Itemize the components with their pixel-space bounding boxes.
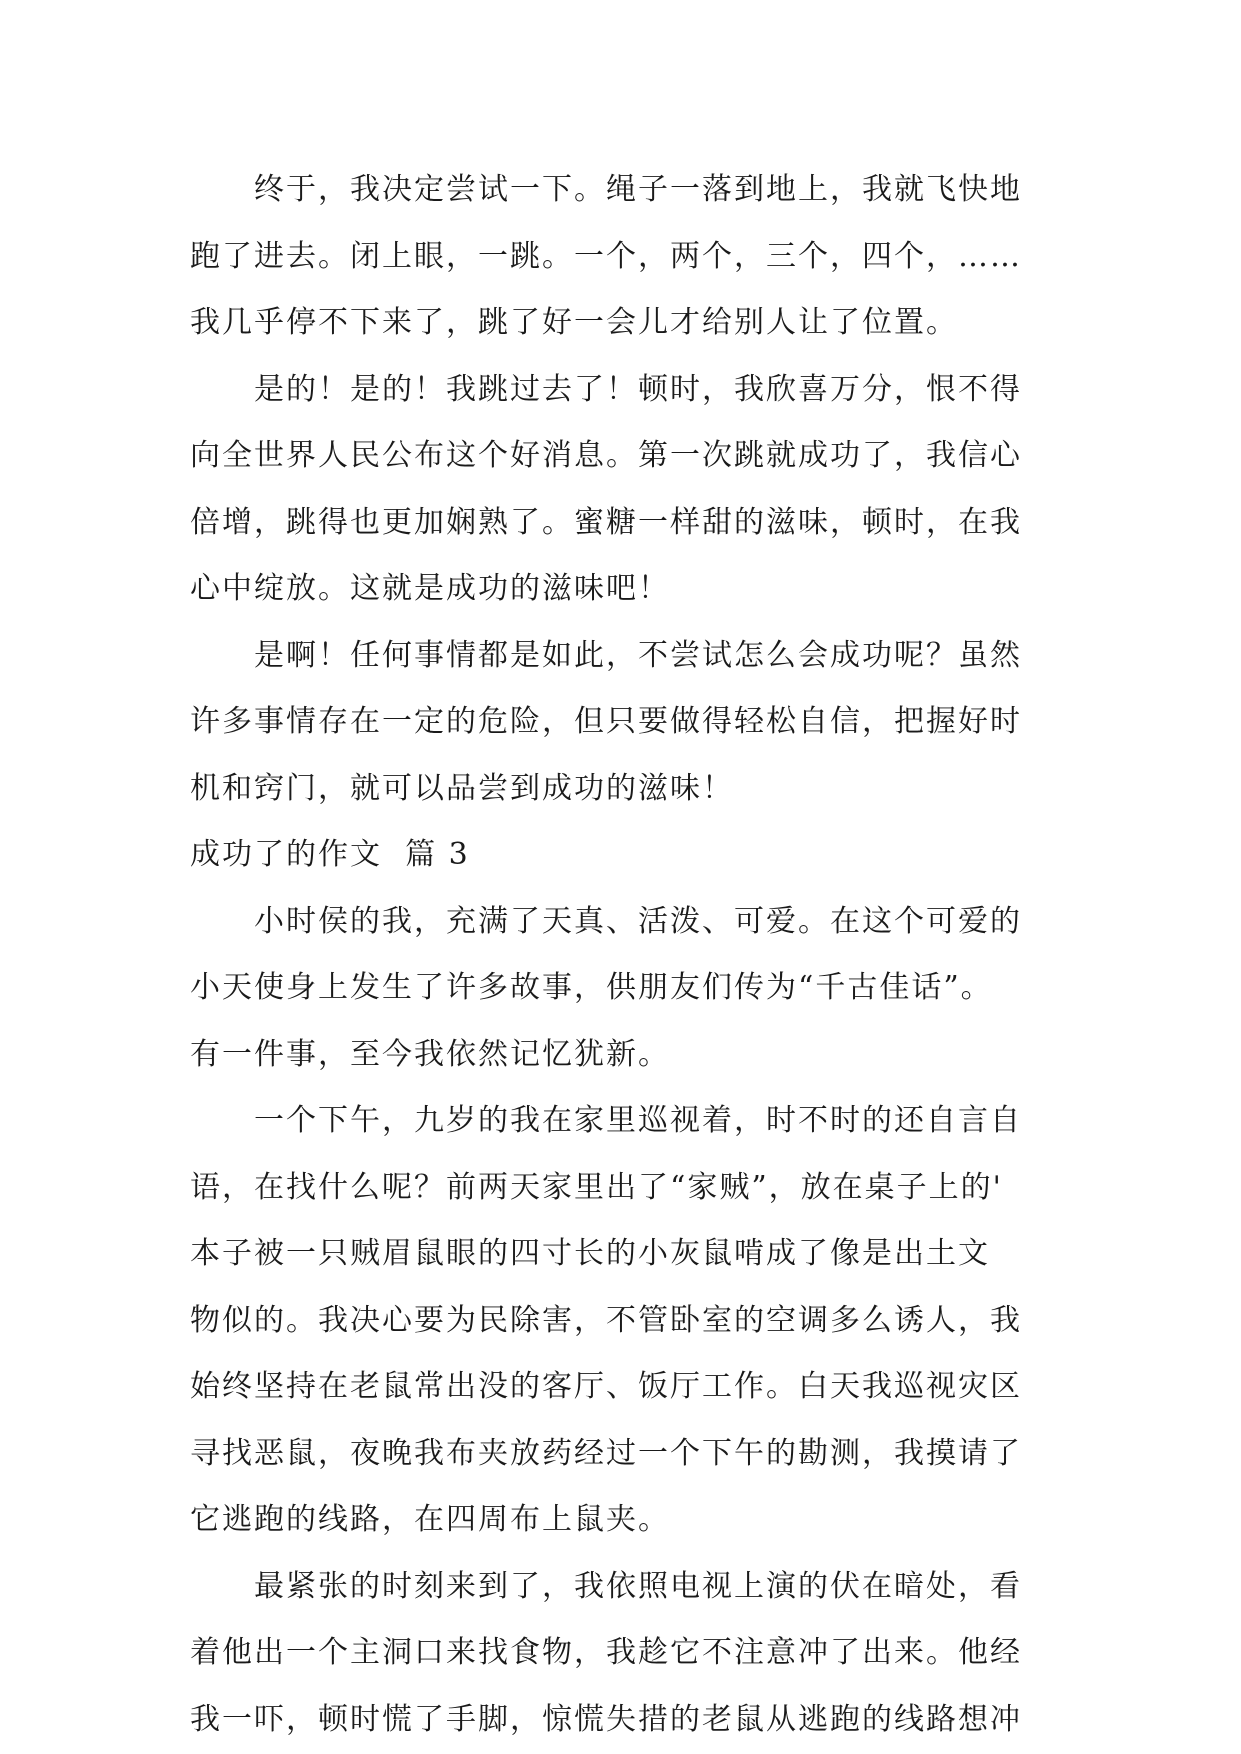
text-line: 小时侯的我，充满了天真、活泼、可爱。在这个可爱的 xyxy=(254,903,1022,939)
text-line: 一个下午，九岁的我在家里巡视着，时不时的还自言自 xyxy=(254,1103,1022,1138)
paragraph xyxy=(190,1088,1050,1554)
text-line: 小天使身上发生了许多故事，供朋友们传为“千古佳话”。 xyxy=(190,970,993,1005)
text-line: 机和窍门，就可以品尝到成功的滋味！ xyxy=(190,770,734,806)
paragraph xyxy=(190,1554,1050,1754)
section-heading: 成功了的作文 篇 3 xyxy=(190,837,470,872)
text-line: 向全世界人民公布这个好消息。第一次跳就成功了，我信心 xyxy=(190,438,1022,473)
text-line: 倍增，跳得也更加娴熟了。蜜糖一样甜的滋味，顿时，在我 xyxy=(190,504,1022,540)
text-line: 跑了进去。闭上眼，一跳。一个，两个，三个，四个，…… xyxy=(190,238,1022,274)
text-line: 寻找恶鼠，夜晚我布夹放药经过一个下午的勘测，我摸请了 xyxy=(190,1435,1022,1471)
text-line: 终于，我决定尝试一下。绳子一落到地上，我就飞快地 xyxy=(254,172,1022,207)
text-line: 我几乎停不下来了，跳了好一会儿才给别人让了位置。 xyxy=(190,305,958,340)
text-line: 着他出一个主洞口来找食物，我趁它不注意冲了出来。他经 xyxy=(190,1635,1022,1670)
text-line: 许多事情存在一定的危险，但只要做得轻松自信，把握好时 xyxy=(190,704,1022,739)
paragraph xyxy=(190,889,1050,1089)
text-line: 最紧张的时刻来到了，我依照电视上演的伏在暗处，看 xyxy=(254,1568,1022,1604)
text-line: 始终坚持在老鼠常出没的客厅、饭厅工作。白天我巡视灾区 xyxy=(190,1369,1022,1404)
text-line: 我一吓，顿时慌了手脚，惊慌失措的老鼠从逃跑的线路想冲 xyxy=(190,1701,1022,1737)
paragraph xyxy=(190,623,1050,823)
text-line: 是的！是的！我跳过去了！顿时，我欣喜万分，恨不得 xyxy=(254,371,1022,407)
text-line: 语，在找什么呢？前两天家里出了“家贼”，放在桌子上的' xyxy=(190,1169,1003,1205)
text-line: 物似的。我决心要为民除害，不管卧室的空调多么诱人，我 xyxy=(190,1302,1022,1338)
text-line: 它逃跑的线路，在四周布上鼠夹。 xyxy=(190,1502,670,1537)
text-line: 是啊！任何事情都是如此，不尝试怎么会成功呢？虽然 xyxy=(254,637,1022,673)
document-body xyxy=(190,157,1050,1753)
text-line: 心中绽放。这就是成功的滋味吧！ xyxy=(190,571,670,606)
paragraph xyxy=(190,357,1050,623)
text-line: 有一件事，至今我依然记忆犹新。 xyxy=(190,1036,670,1072)
text-line: 本子被一只贼眉鼠眼的四寸长的小灰鼠啃成了像是出土文 xyxy=(190,1236,990,1271)
paragraph xyxy=(190,157,1050,357)
